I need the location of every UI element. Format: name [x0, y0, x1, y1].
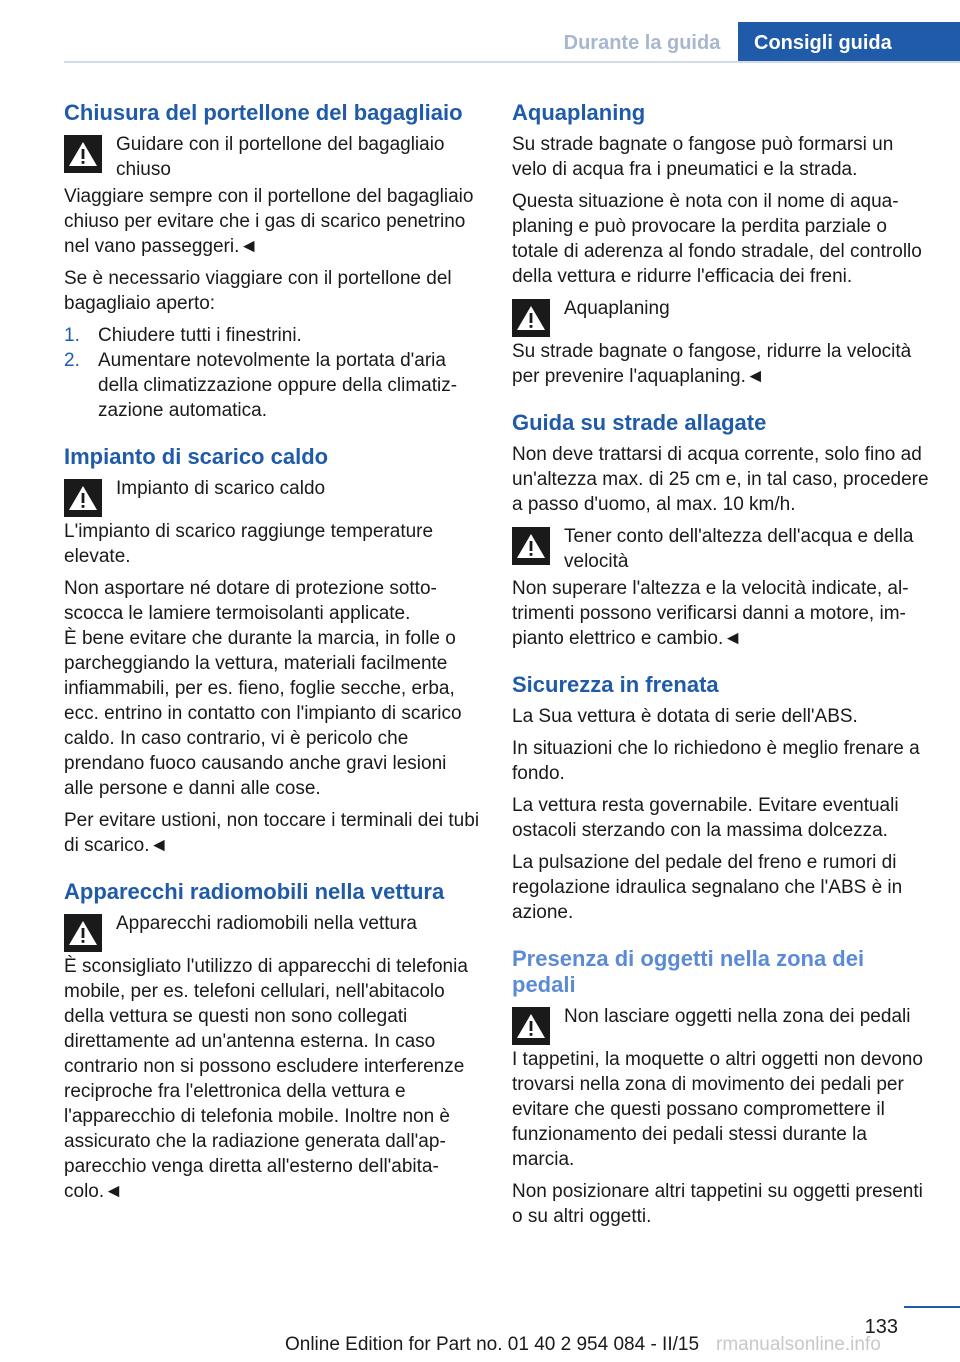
warning-triangle-icon	[512, 299, 550, 337]
page-header	[0, 0, 960, 62]
warning-body: I tappetini, la moquette o altri oggetti non devono trovarsi nella zona di movimento dei pedali per evitare che questi possano compromettere il funzionamento dei pedali stessi durante la marcia.	[512, 1049, 923, 1170]
header-rule	[64, 61, 960, 63]
warning-triangle-icon	[512, 527, 550, 565]
warning-body: Su strade bagnate o fangose, ridurre la velocità per prevenire l'aquaplaning.◄	[512, 341, 912, 387]
heading-trunk-lid: Chiusura del portellone del bagagliaio	[64, 100, 463, 125]
warning-exhaust	[64, 476, 480, 569]
edition-footer: Online Edition for Part no. 01 40 2 954 084 - II/15	[284, 1334, 700, 1355]
header-active-section-tab: Consigli guida	[738, 22, 960, 62]
paragraph: Non asportare né dotare di protezione sottoscocca le lamiere termoisolanti applicate.	[64, 578, 437, 624]
footer-rule	[904, 1306, 960, 1308]
paragraph: La pulsazione del pedale del freno e rumori di regolazione idraulica segnalano che l'ABS è in azione.	[512, 852, 903, 923]
heading-radio-devices: Apparecchi radiomobili nella vettura	[64, 879, 445, 904]
paragraph: Su strade bagnate o fangose può formarsi un velo di acqua fra i pneumatici e la strada.	[512, 134, 894, 180]
paragraph: Per evitare ustioni, non toccare i terminali dei tubi di scarico.◄	[64, 810, 480, 856]
warning-radio-devices	[64, 911, 480, 1204]
warning-trunk-lid	[64, 132, 480, 259]
heading-exhaust: Impianto di scarico caldo	[64, 444, 329, 469]
steps-list	[64, 323, 480, 423]
page-number: 133	[864, 1316, 898, 1338]
list-item	[64, 323, 480, 348]
paragraph: È bene evitare che durante la marcia, in folle o parcheggiando la vettura, materiali facilmente infiammabili, per es. fieno, foglie secche, erba, ecc. entrino in contatto con l'impianto di scarico caldo. In caso contrario, vi è pericolo che prendano fuoco causando anche gravi lesioni alle persone e danni alle cose.	[64, 628, 462, 799]
right-column	[512, 100, 932, 1236]
left-column	[64, 100, 480, 1211]
list-number: 1.	[64, 325, 80, 346]
paragraph: La Sua vettura è dotata di serie dell'ABS.	[512, 706, 858, 727]
warning-body: Viaggiare sempre con il portellone del bagagliaio chiuso per evitare che i gas di scarico penetrino nel vano passeggeri.◄	[64, 186, 474, 257]
paragraph: Non deve trattarsi di acqua corrente, solo fino ad un'altezza max. di 25 cm e, in tal caso, procedere a passo d'uomo, al max. 10 km/h.	[512, 444, 929, 515]
heading-braking-safety: Sicurezza in frenata	[512, 672, 719, 697]
list-text: Aumentare notevolmente la portata d'aria della climatizzazione oppure della climatizzazione automatica.	[98, 350, 458, 421]
paragraph: Questa situazione è nota con il nome di aquaplaning e può provocare la perdita parziale o totale di aderenza al fondo stradale, del controllo della vettura e ridurre l'efficacia dei freni.	[512, 191, 922, 287]
watermark: rmanualsonline.info	[716, 1334, 881, 1355]
warning-triangle-icon	[64, 914, 102, 952]
paragraph: In situazioni che lo richiedono è meglio frenare a fondo.	[512, 738, 920, 784]
warning-title: Guidare con il portellone del bagagliaio chiuso	[116, 134, 445, 180]
header-section-label: Durante la guida	[563, 32, 721, 54]
warning-body: L'impianto di scarico raggiunge temperature elevate.	[64, 521, 434, 567]
heading-pedal-area: Presenza di oggetti nella zona dei pedali	[512, 946, 865, 997]
paragraph: Se è necessario viaggiare con il portellone del bagagliaio aperto:	[64, 268, 452, 314]
heading-flooded-roads: Guida su strade allagate	[512, 410, 767, 435]
warning-aquaplaning	[512, 296, 932, 389]
paragraph: Non posizionare altri tappetini su oggetti presenti o su altri oggetti.	[512, 1181, 923, 1227]
warning-title: Aquaplaning	[564, 298, 670, 319]
heading-aquaplaning: Aquaplaning	[512, 100, 646, 125]
warning-body: Non superare l'altezza e la velocità indicate, altrimenti possono verificarsi danni a motore, impianto elettrico e cambio.◄	[512, 578, 909, 649]
paragraph: La vettura resta governabile. Evitare eventuali ostacoli sterzando con la massima dolcezza.	[512, 795, 899, 841]
warning-title: Impianto di scarico caldo	[116, 478, 326, 499]
warning-triangle-icon	[64, 479, 102, 517]
warning-pedal-area	[512, 1004, 932, 1172]
warning-title: Apparecchi radiomobili nella vettura	[116, 913, 417, 934]
list-text: Chiudere tutti i finestrini.	[98, 325, 302, 346]
warning-body: È sconsigliato l'utilizzo di apparecchi di telefonia mobile, per es. telefoni cellulari, nell'abitacolo della vettura se questi non sono collegati direttamente ad un'antenna esterna. In caso contrario non si possono escludere interferenze reciproche fra l'elettronica della vettura e l'apparecchio di telefonia mobile. Inoltre non è assicurato che la radiazione generata dall'apparecchio venga diretta all'esterno dell'abitacolo.◄	[64, 956, 468, 1202]
list-item	[64, 348, 480, 423]
warning-triangle-icon	[512, 1007, 550, 1045]
warning-triangle-icon	[64, 135, 102, 173]
warning-title: Tener conto dell'altezza dell'acqua e della velocità	[564, 526, 914, 572]
warning-title: Non lasciare oggetti nella zona dei pedali	[564, 1006, 911, 1027]
warning-water-depth	[512, 524, 932, 651]
list-number: 2.	[64, 350, 80, 371]
